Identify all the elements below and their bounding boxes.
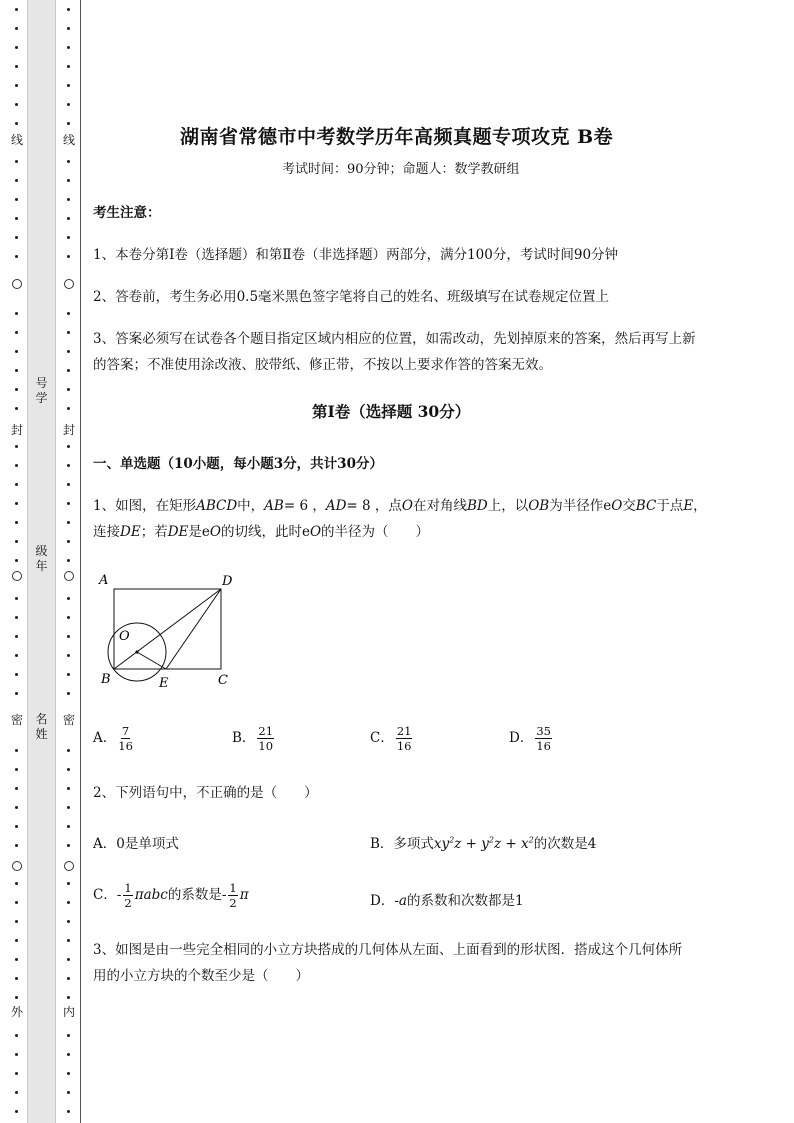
cut-line-label: 外	[10, 1005, 23, 1019]
label-b: B	[101, 672, 111, 687]
cut-line-dot	[67, 1072, 70, 1075]
tangent-de	[166, 589, 221, 669]
cut-line-dot	[67, 920, 70, 923]
cut-line-dot	[15, 65, 18, 68]
q1-option-b[interactable]: B． $\frac{21}{10}$	[232, 724, 274, 753]
exam-title: 湖南省常德市中考数学历年高频真题专项攻克 B卷	[180, 126, 614, 148]
cut-line-dot	[15, 160, 18, 163]
cut-line-dot	[67, 958, 70, 961]
cut-line-dot	[67, 597, 70, 600]
cut-line-dot	[15, 255, 18, 258]
notice-item-2: 2、答卷前，考生务必用0.5毫米黑色签字笔将自己的姓名、班级填写在试卷规定位置上	[93, 289, 610, 305]
label-c: C	[218, 673, 228, 688]
cut-line-dot	[15, 122, 18, 125]
cut-line-dot	[67, 122, 70, 125]
q2-option-a[interactable]: A．0是单项式	[93, 836, 179, 852]
label-o: O	[119, 629, 130, 644]
student-number-field: 号 学	[35, 376, 48, 405]
cut-line-dot	[15, 8, 18, 11]
cut-line-dot	[67, 483, 70, 486]
cut-line-dot	[67, 1034, 70, 1037]
q1-rectangle-circle-figure	[96, 569, 246, 694]
cut-line-dot	[67, 464, 70, 467]
cut-line-circle-icon	[12, 571, 22, 581]
cut-line-dot	[15, 787, 18, 790]
margin-border-line	[80, 0, 81, 1123]
cut-line-dot	[67, 654, 70, 657]
cut-line-dot	[67, 445, 70, 448]
cut-line-dot	[15, 46, 18, 49]
cut-line-dot	[15, 616, 18, 619]
cut-line-dot	[67, 65, 70, 68]
cut-line-dot	[15, 217, 18, 220]
cut-line-dot	[67, 46, 70, 49]
cut-line-circle-icon	[64, 279, 74, 289]
cut-line-circle-icon	[12, 279, 22, 289]
cut-line-dot	[67, 692, 70, 695]
q1-option-a[interactable]: A． $\frac{7}{16}$	[93, 724, 133, 753]
cut-line-label: 密	[10, 713, 23, 727]
cut-line-dot	[67, 825, 70, 828]
cut-line-dot	[15, 388, 18, 391]
cut-line-dot	[67, 844, 70, 847]
cut-line-dot	[67, 217, 70, 220]
cut-line-dot	[67, 806, 70, 809]
q1-stem-line2: 连接DE；若DE是eO的切线，此时eO的半径为（ ）	[93, 524, 430, 540]
class-field: 级 年	[35, 544, 48, 573]
cut-line-dot	[15, 236, 18, 239]
q1-option-c[interactable]: C． $\frac{21}{16}$	[370, 724, 412, 753]
cut-line-dot	[15, 768, 18, 771]
cut-line-dot	[15, 445, 18, 448]
cut-line-dot	[67, 331, 70, 334]
cut-line-dot	[67, 1053, 70, 1056]
q2-option-c[interactable]: C．- $\frac{1}{2}$ πabc的系数是- $\frac{1}{2}$ π	[93, 881, 249, 910]
cut-line-dot	[67, 749, 70, 752]
cut-line-dot	[67, 160, 70, 163]
q3-stem-line2: 用的小立方块的个数至少是（ ）	[93, 968, 309, 984]
cut-line-dot	[15, 673, 18, 676]
cut-line-dot	[67, 673, 70, 676]
section-title: 第I卷（选择题 30分）	[312, 402, 471, 421]
student-info-strip	[27, 0, 56, 1123]
cut-line-dot	[67, 388, 70, 391]
cut-line-dot	[15, 1110, 18, 1113]
cut-line-dot	[15, 1053, 18, 1056]
cut-line-dot	[67, 521, 70, 524]
cut-line-label: 封	[62, 423, 75, 437]
cut-line-dot	[67, 882, 70, 885]
cut-line-dot	[15, 920, 18, 923]
cut-line-dot	[15, 597, 18, 600]
q3-stem-line1: 3、如图是由一些完全相同的小立方块搭成的几何体从左面、上面看到的形状图．搭成这个几何体所	[93, 942, 683, 958]
cut-line-dot	[67, 996, 70, 999]
cut-line-label: 封	[10, 423, 23, 437]
inner-dotted-cut-line	[62, 0, 76, 1123]
cut-line-dot	[15, 635, 18, 638]
cut-line-dot	[67, 1110, 70, 1113]
name-field: 名 姓	[35, 712, 48, 741]
cut-line-dot	[15, 407, 18, 410]
cut-line-dot	[15, 996, 18, 999]
cut-line-dot	[15, 939, 18, 942]
cut-line-dot	[15, 464, 18, 467]
cut-line-dot	[67, 103, 70, 106]
cut-line-dot	[67, 179, 70, 182]
outer-dotted-cut-line	[10, 0, 24, 1123]
q2-option-d[interactable]: D．-a的系数和次数都是1	[370, 893, 524, 909]
cut-line-dot	[67, 977, 70, 980]
cut-line-dot	[15, 483, 18, 486]
cut-line-dot	[15, 369, 18, 372]
cut-line-dot	[15, 331, 18, 334]
cut-line-dot	[67, 502, 70, 505]
cut-line-label: 线	[62, 133, 75, 147]
part-heading: 一、单选题（10小题，每小题3分，共计30分）	[93, 456, 383, 472]
cut-line-label: 内	[62, 1005, 75, 1019]
cut-line-dot	[67, 939, 70, 942]
cut-line-label: 线	[10, 133, 23, 147]
cut-line-dot	[15, 312, 18, 315]
cut-line-dot	[15, 844, 18, 847]
label-d: D	[222, 574, 233, 589]
cut-line-dot	[15, 882, 18, 885]
cut-line-dot	[15, 198, 18, 201]
diagonal-bd	[114, 589, 221, 669]
cut-line-dot	[67, 635, 70, 638]
cut-line-dot	[67, 27, 70, 30]
q1-stem-line1: 1、如图，在矩形ABCD中，AB= 6 ，AD= 8 ，点O在对角线BD上，以OB为半径作eO交BC于点E，	[93, 498, 707, 514]
cut-line-dot	[15, 540, 18, 543]
center-point-o	[135, 650, 138, 653]
cut-line-dot	[67, 255, 70, 258]
cut-line-dot	[15, 901, 18, 904]
cut-line-dot	[67, 1091, 70, 1094]
cut-line-dot	[15, 103, 18, 106]
cut-line-dot	[15, 692, 18, 695]
q2-option-b[interactable]: B．多项式$xy^2z + y^2z + x^2$的次数是4	[370, 835, 597, 852]
cut-line-dot	[15, 1034, 18, 1037]
q2-stem: 2、下列语句中，不正确的是（ ）	[93, 785, 318, 801]
cut-line-dot	[67, 84, 70, 87]
polynomial-expression: $xy^2z + y^2z + x^2$	[433, 835, 534, 852]
cut-line-dot	[67, 198, 70, 201]
cut-line-dot	[67, 369, 70, 372]
cut-line-dot	[67, 616, 70, 619]
cut-line-dot	[15, 27, 18, 30]
notice-item-3: 3、答案必须写在试卷各个题目指定区域内相应的位置，如需改动，先划掉原来的答案，然后再写上新	[93, 331, 696, 347]
cut-line-dot	[67, 407, 70, 410]
cut-line-label: 密	[62, 713, 75, 727]
cut-line-dot	[67, 787, 70, 790]
label-e: E	[159, 676, 169, 691]
cut-line-circle-icon	[64, 861, 74, 871]
cut-line-dot	[15, 749, 18, 752]
cut-line-dot	[15, 806, 18, 809]
exam-subtitle: 考试时间：90分钟；命题人：数学教研组	[282, 162, 520, 177]
cut-line-dot	[67, 350, 70, 353]
notice-item-3-cont: 的答案；不准使用涂改液、胶带纸、修正带，不按以上要求作答的答案无效。	[93, 357, 552, 373]
cut-line-dot	[67, 236, 70, 239]
cut-line-dot	[15, 521, 18, 524]
cut-line-dot	[15, 559, 18, 562]
cut-line-dot	[15, 1091, 18, 1094]
cut-line-dot	[15, 350, 18, 353]
cut-line-dot	[15, 825, 18, 828]
cut-line-dot	[67, 8, 70, 11]
notice-item-1: 1、本卷分第I卷（选择题）和第Ⅱ卷（非选择题）两部分，满分100分，考试时间90分钟	[93, 247, 619, 263]
notice-heading: 考生注意：	[93, 205, 161, 221]
cut-line-dot	[67, 559, 70, 562]
q1-option-d[interactable]: D． $\frac{35}{16}$	[509, 724, 551, 753]
cut-line-dot	[67, 901, 70, 904]
cut-line-dot	[67, 540, 70, 543]
cut-line-dot	[15, 958, 18, 961]
cut-line-dot	[67, 312, 70, 315]
label-a: A	[99, 573, 109, 588]
cut-line-circle-icon	[12, 861, 22, 871]
cut-line-dot	[67, 768, 70, 771]
cut-line-circle-icon	[64, 571, 74, 581]
cut-line-dot	[15, 977, 18, 980]
cut-line-dot	[15, 1072, 18, 1075]
cut-line-dot	[15, 179, 18, 182]
cut-line-dot	[15, 502, 18, 505]
cut-line-dot	[15, 654, 18, 657]
cut-line-dot	[15, 84, 18, 87]
